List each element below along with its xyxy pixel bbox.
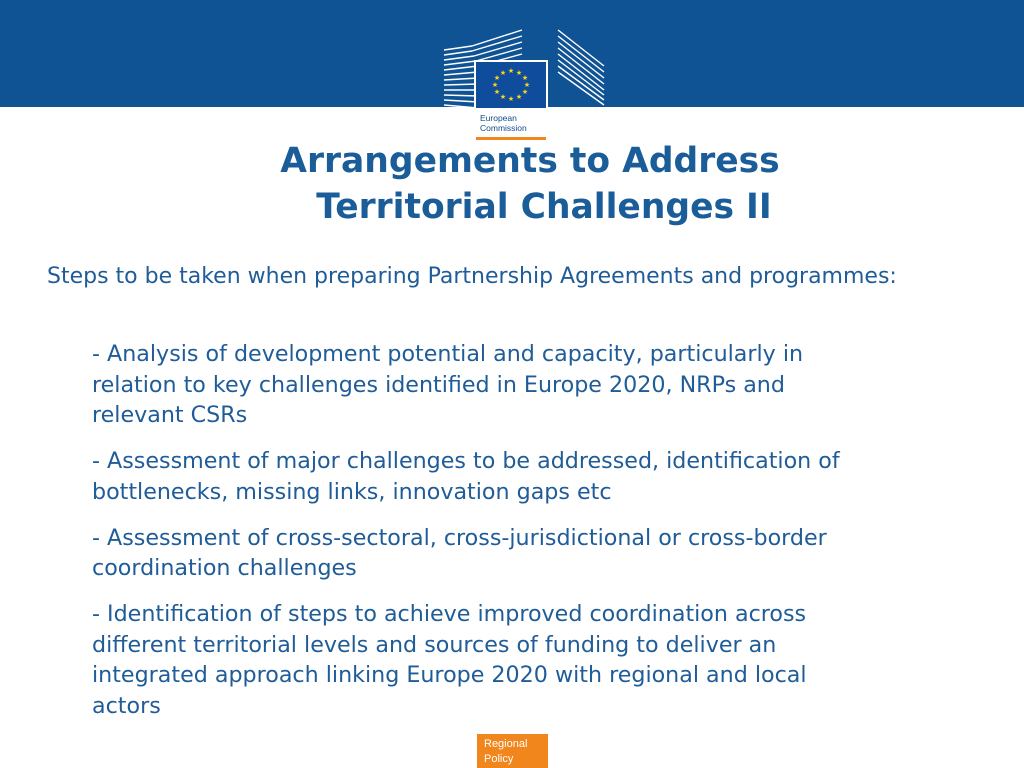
slide-title-line1: Arrangements to Address [280, 141, 780, 181]
badge-line1: Regional [484, 738, 528, 750]
intro-text: Steps to be taken when preparing Partnership Agreements and programmes: [47, 264, 897, 289]
badge-line2: Policy [484, 753, 514, 765]
svg-text:★: ★ [493, 88, 501, 96]
svg-text:★: ★ [521, 74, 529, 82]
svg-text:★: ★ [515, 69, 523, 77]
svg-text:★: ★ [507, 95, 515, 103]
logo-text [480, 113, 544, 133]
svg-text:★: ★ [499, 93, 507, 101]
slide-title-line2: Territorial Challenges II [316, 187, 772, 227]
svg-text:★: ★ [515, 93, 523, 101]
svg-text:★: ★ [499, 69, 507, 77]
svg-text:★: ★ [493, 74, 501, 82]
bullet-item-coordination-challenges: - Assessment of cross-sectoral, cross-jurisdictional or cross-border coordination challenges [92, 524, 827, 581]
slide-title [200, 138, 860, 230]
regional-policy-badge [477, 734, 548, 768]
bullet-item-improved-coordination: - Identification of steps to achieve improved coordination across different territorial levels and sources of funding to deliver an integrated approach linking Europe 2020 with regional and local actors [92, 601, 807, 719]
svg-text:★: ★ [523, 81, 531, 89]
logo-text-line2: Commission [480, 123, 527, 133]
bullet-item-analysis: - Analysis of development potential and capacity, particularly in relation to key challenges identified in Europe 2020, NRPs and relevant CSRs [92, 341, 804, 428]
logo-text-line1: European [480, 113, 517, 123]
bullet-item-major-challenges: - Assessment of major challenges to be addressed, identification of bottlenecks, missing links, innovation gaps etc [92, 448, 840, 505]
svg-text:★: ★ [507, 67, 515, 75]
svg-text:★: ★ [491, 81, 499, 89]
svg-text:★: ★ [521, 88, 529, 96]
bullet-list [92, 339, 970, 737]
